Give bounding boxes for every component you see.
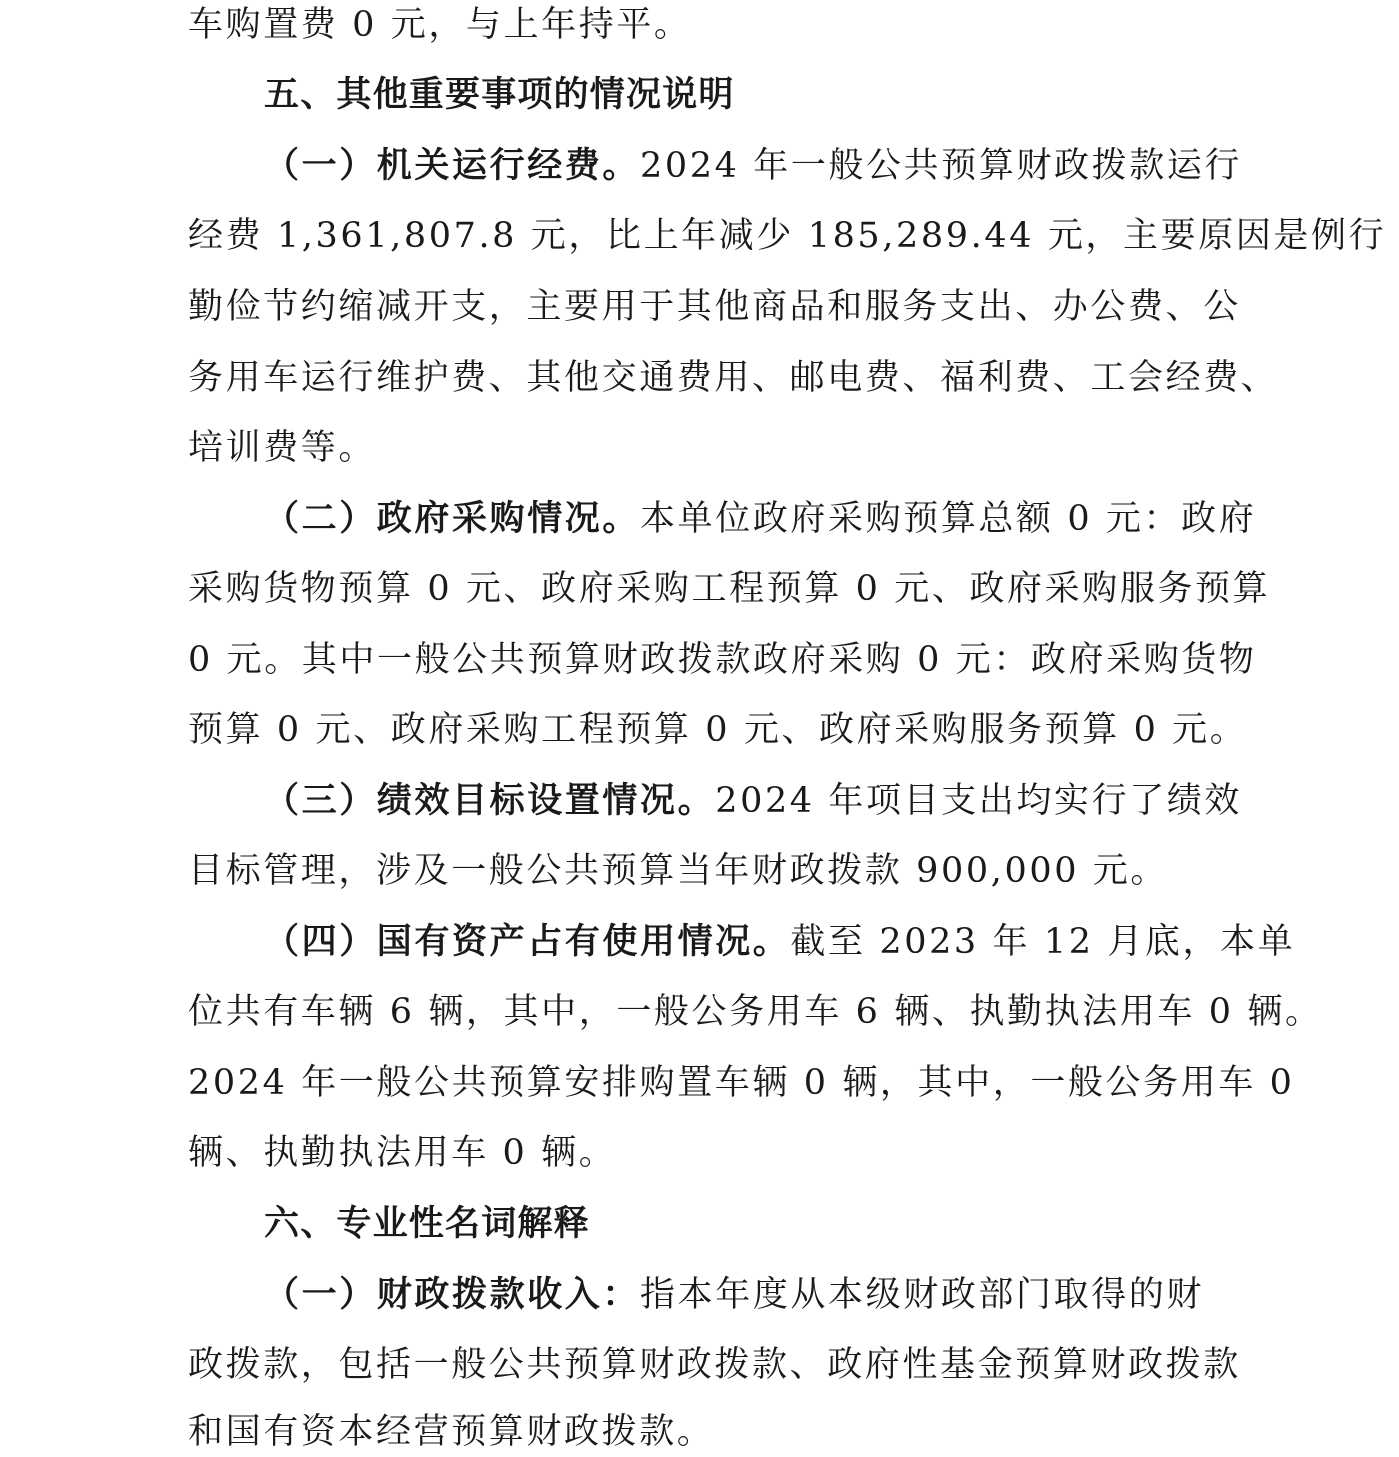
line-text: 经费 1,361,807.8 元，比上年减少 185,289.44 元，主要原因是例行	[188, 216, 1387, 256]
heading-text: 五、其他重要事项的情况说明	[264, 75, 735, 115]
paragraph-first-line	[0, 919, 1399, 965]
text-line	[0, 284, 1399, 330]
section-heading	[0, 1201, 1399, 1247]
text-line	[0, 989, 1399, 1035]
paragraph-first-line	[0, 1272, 1399, 1318]
text-line	[0, 1130, 1399, 1176]
line-text: 培训费等。	[188, 428, 377, 468]
line-text: 指本年度从本级财政部门取得的财	[640, 1275, 1205, 1315]
text-line	[0, 1342, 1399, 1388]
sub-heading-text: （三）绩效目标设置情况。	[264, 780, 716, 821]
sub-heading-text: （一）机关运行经费。	[264, 145, 641, 186]
text-line	[0, 355, 1399, 401]
line-text: 采购货物预算 0 元、政府采购工程预算 0 元、政府采购服务预算	[188, 569, 1271, 609]
term-heading-text: （一）财政拨款收入：	[264, 1274, 641, 1315]
text-line	[0, 1060, 1399, 1106]
line-text: 目标管理，涉及一般公共预算当年财政拨款 900,000 元。	[188, 851, 1168, 891]
line-text: 截至 2023 年 12 月底，本单	[790, 922, 1296, 962]
text-line	[0, 566, 1399, 612]
section-heading	[0, 72, 1399, 118]
paragraph-first-line	[0, 496, 1399, 542]
line-text: 本单位政府采购预算总额 0 元：政府	[640, 499, 1257, 539]
line-text: 2024 年项目支出均实行了绩效	[715, 781, 1243, 821]
line-text: 0 元。其中一般公共预算财政拨款政府采购 0 元：政府采购货物	[188, 640, 1257, 680]
line-text: 2024 年一般公共预算财政拨款运行	[640, 146, 1243, 186]
paragraph-first-line	[0, 778, 1399, 824]
sub-heading-text: （四）国有资产占有使用情况。	[264, 921, 791, 962]
text-line	[0, 848, 1399, 894]
line-text: 勤俭节约缩减开支，主要用于其他商品和服务支出、办公费、公	[188, 287, 1241, 327]
line-text: 位共有车辆 6 辆，其中，一般公务用车 6 辆、执勤执法用车 0 辆。	[188, 992, 1323, 1032]
text-line	[0, 637, 1399, 683]
line-text: 车购置费 0 元，与上年持平。	[188, 5, 692, 45]
line-text: 和国有资本经营预算财政拨款。	[188, 1412, 715, 1452]
text-line	[0, 2, 1399, 48]
text-line	[0, 213, 1399, 259]
line-text: 预算 0 元、政府采购工程预算 0 元、政府采购服务预算 0 元。	[188, 710, 1248, 750]
line-text: 辆、执勤执法用车 0 辆。	[188, 1133, 617, 1173]
text-line	[0, 1409, 1399, 1455]
line-text: 政拨款，包括一般公共预算财政拨款、政府性基金预算财政拨款	[188, 1345, 1241, 1385]
heading-text: 六、专业性名词解释	[264, 1204, 590, 1244]
line-text: 2024 年一般公共预算安排购置车辆 0 辆，其中，一般公务用车 0	[188, 1063, 1295, 1103]
line-text: 务用车运行维护费、其他交通费用、邮电费、福利费、工会经费、	[188, 358, 1279, 398]
text-line	[0, 425, 1399, 471]
text-line	[0, 707, 1399, 753]
paragraph-first-line	[0, 143, 1399, 189]
sub-heading-text: （二）政府采购情况。	[264, 498, 641, 539]
